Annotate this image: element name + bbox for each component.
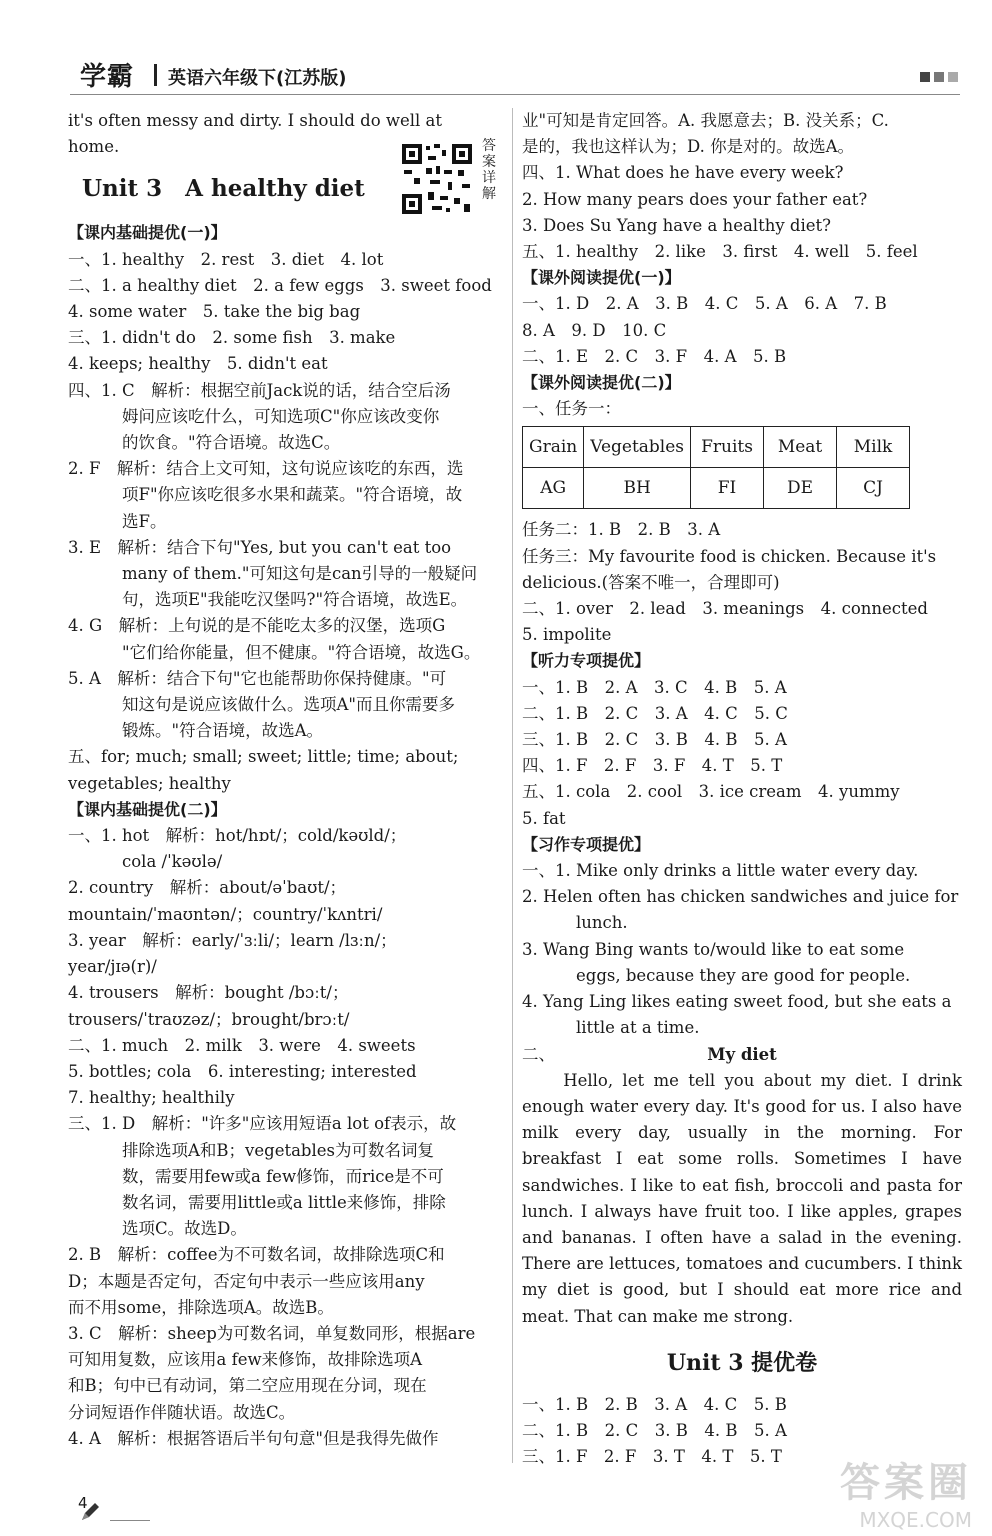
- answer-line: 排除选项A和B；vegetables为可数名词复: [122, 1140, 434, 1160]
- section-heading: 【习作专项提优】: [522, 834, 651, 854]
- answer-line: eggs, because they are good for people.: [576, 965, 911, 985]
- table-header-cell: Vegetables: [584, 427, 691, 468]
- answer-line: lunch.: [576, 913, 628, 933]
- answer-line: mountain/ˈmaʊntən/；country/ˈkʌntri/: [68, 904, 383, 924]
- table-cell: AG: [523, 468, 584, 509]
- answer-line: 的饮食。"符合语境。故选C。: [122, 433, 341, 453]
- qr-code-icon[interactable]: [400, 142, 474, 216]
- answer-line: 一、1. hot 解析：hot/hɒt/；cold/kəʊld/；: [68, 826, 407, 846]
- table-header-cell: Grain: [523, 427, 584, 468]
- answer-line: 7. healthy; healthily: [68, 1088, 235, 1108]
- answer-line: 三、1. didn't do 2. some fish 3. make: [68, 328, 396, 348]
- answer-line: 句，选项E"我能吃汉堡吗?"符合语境，故选E。: [122, 590, 468, 610]
- answer-line: 2. How many pears does your father eat?: [522, 189, 868, 209]
- table-cell: DE: [764, 468, 837, 509]
- answer-line: many of them."可知这句是can引导的一般疑问: [122, 564, 478, 584]
- answer-line: 数，需要用few或a few修饰，而rice是不可: [122, 1166, 444, 1186]
- answer-line: 一、1. B 2. A 3. C 4. B 5. A: [522, 677, 787, 697]
- answer-line: 姆问应该吃什么，可知选项C"你应该改变你: [122, 406, 440, 426]
- column-divider: [512, 108, 513, 1463]
- essay-body: Hello, let me tell you about my diet. I drink enough water every day. It's good for us. I also have milk every day, usually in the morning. For breakfast I eat some rolls. Sometimes I have sandwiches. I like to eat fish, broccoli and pasta for lunch. I always have fruit too. I like apples, grapes and bananas. I often have a salad in the evening. There are lettuces, tomatoes and cucumbers. I think my diet is good, but I should eat more rice and meat. That can make me strong.: [522, 1070, 962, 1326]
- answer-line: 二、1. B 2. C 3. A 4. C 5. C: [522, 703, 788, 723]
- answer-line: 三、1. D 解析："许多"应该用短语a lot of表示，故: [68, 1114, 457, 1134]
- answer-line: 是的，我也这样认为；D. 你是对的。故选A。: [522, 137, 855, 157]
- answer-line: 4. some water 5. take the big bag: [68, 302, 361, 322]
- answer-line: 4. keeps; healthy 5. didn't eat: [68, 354, 328, 374]
- answer-line: 五、for; much; small; sweet; little; time; about;: [68, 747, 459, 767]
- answer-line: 3. E 解析：结合下句"Yes, but you can't eat too: [68, 537, 452, 557]
- answer-line: 一、1. healthy 2. rest 3. diet 4. lot: [68, 249, 384, 269]
- answer-line: 4. A 解析：根据答语后半句句意"但是我得先做作: [68, 1428, 439, 1448]
- answer-line: 5. fat: [522, 808, 566, 828]
- table-cell: FI: [691, 468, 764, 509]
- watermark-url: MXQE.COM: [859, 1508, 972, 1532]
- answer-line: 一、1. Mike only drinks a little water every day.: [522, 861, 919, 881]
- section-heading: 【听力专项提优】: [522, 651, 651, 671]
- answer-line: 而不用some，排除选项A。故选B。: [68, 1297, 334, 1317]
- section-heading: 【课内基础提优(二)】: [68, 799, 227, 819]
- answer-line: 4. trousers 解析：bought /bɔːt/；: [68, 983, 349, 1003]
- essay-label: 二、: [522, 1044, 555, 1064]
- left-column: [68, 108, 498, 1452]
- header-separator: [154, 64, 157, 86]
- answer-line: 4. G 解析：上句说的是不能吃太多的汉堡，选项G: [68, 616, 446, 636]
- answer-line: 三、1. F 2. F 3. T 4. T 5. T: [522, 1447, 782, 1467]
- answer-line: 二、1. a healthy diet 2. a few eggs 3. sweet food: [68, 275, 492, 295]
- answer-line: 一、任务一：: [522, 399, 621, 419]
- answer-line: 四、1. F 2. F 3. F 4. T 5. T: [522, 756, 783, 776]
- answer-line: vegetables; healthy: [68, 773, 231, 793]
- answer-line: 二、1. over 2. lead 3. meanings 4. connected: [522, 599, 928, 619]
- page-header: [70, 52, 960, 102]
- answer-line: 2. F 解析：结合上文可知，这句说应该吃的东西，选: [68, 459, 464, 479]
- table-header-cell: Milk: [837, 427, 910, 468]
- answer-line: 三、1. B 2. C 3. B 4. B 5. A: [522, 730, 787, 750]
- answer-line: trousers/ˈtraʊzəz/；brought/brɔːt/: [68, 1009, 350, 1029]
- answer-line: 5. bottles; cola 6. interesting; interested: [68, 1061, 417, 1081]
- answer-line: 选项C。故选D。: [122, 1219, 247, 1239]
- answer-line: 2. Helen often has chicken sandwiches and juice for: [522, 887, 959, 907]
- continued-text: it's often messy and dirty. I should do well at home.: [68, 111, 448, 157]
- qr-caption: 答案详解: [482, 138, 496, 202]
- answer-line: year/jɪə(r)/: [68, 957, 157, 977]
- section-heading: 【课外阅读提优(一)】: [522, 268, 681, 288]
- answer-line: 项F"你应该吃很多水果和蔬菜。"符合语境，故: [122, 485, 463, 505]
- answer-line: 2. B 解析：coffee为不可数名词，故排除选项C和: [68, 1245, 445, 1265]
- answer-line: 数名词，需要用little或a little来修饰，排除: [122, 1192, 446, 1212]
- answer-line: 任务三：My favourite food is chicken. Because it's: [522, 546, 937, 566]
- answer-line: 5. A 解析：结合下句"它也能帮助你保持健康。"可: [68, 668, 447, 688]
- answer-line: 二、1. B 2. C 3. B 4. B 5. A: [522, 1420, 787, 1440]
- footer-rule: [110, 1520, 150, 1521]
- answer-line: 四、1. C 解析：根据空前Jack说的话，结合空后汤: [68, 380, 451, 400]
- header-squares-icon: [920, 72, 958, 82]
- answer-line: 4. Yang Ling likes eating sweet food, but she eats a: [522, 992, 952, 1012]
- book-subject-title: 英语六年级下(江苏版): [168, 68, 347, 89]
- unit-title: Unit 3 A healthy diet: [82, 175, 365, 203]
- table-cell: CJ: [837, 468, 910, 509]
- answer-line: D；本题是否定句，否定句中表示一些应该用any: [68, 1271, 425, 1291]
- answer-line: 五、1. cola 2. cool 3. ice cream 4. yummy: [522, 782, 900, 802]
- answer-line: "它们给你能量，但不健康。"符合语境，故选G。: [122, 642, 481, 662]
- answer-line: 选F。: [122, 511, 167, 531]
- watermark-logo: [840, 1451, 972, 1532]
- answer-line: 8. A 9. D 10. C: [522, 320, 667, 340]
- answer-line: 3. year 解析：early/ˈɜːli/；learn /lɜːn/；: [68, 930, 397, 950]
- answer-line: 任务二：1. B 2. B 3. A: [522, 520, 721, 540]
- answer-line: 可知用复数，应该用a few来修饰，故排除选项A: [68, 1350, 422, 1370]
- table-cell: BH: [584, 468, 691, 509]
- task-answer-table: [522, 426, 910, 509]
- answer-line: 四、1. What does he have every week?: [522, 163, 844, 183]
- answer-line: 3. Wang Bing wants to/would like to eat some: [522, 939, 905, 959]
- answer-line: 和B；句中已有动词，第二空应用现在分词，现在: [68, 1376, 427, 1396]
- answer-line: 业"可知是肯定回答。A. 我愿意去；B. 没关系；C.: [522, 111, 889, 130]
- answer-line: 5. impolite: [522, 625, 612, 645]
- right-column: [522, 108, 962, 1470]
- unit-test-title: Unit 3 提优卷: [666, 1349, 818, 1376]
- answer-line: 3. Does Su Yang have a healthy diet?: [522, 215, 831, 235]
- answer-line: 五、1. healthy 2. like 3. first 4. well 5. feel: [522, 242, 918, 262]
- watermark-text: 答案圈: [840, 1460, 972, 1506]
- answer-line: 锻炼。"符合语境，故选A。: [122, 721, 324, 741]
- table-header-cell: Meat: [764, 427, 837, 468]
- answer-line: 一、1. D 2. A 3. B 4. C 5. A 6. A 7. B: [522, 294, 887, 314]
- page-number: 4: [78, 1494, 88, 1512]
- answer-line: cola /ˈkəʊlə/: [122, 852, 223, 872]
- answer-line: 二、1. much 2. milk 3. were 4. sweets: [68, 1035, 416, 1055]
- answer-line: delicious.(答案不唯一，合理即可): [522, 572, 780, 592]
- answer-line: 分词短语作伴随状语。故选C。: [68, 1402, 296, 1422]
- table-header-cell: Fruits: [691, 427, 764, 468]
- answer-line: 知这句是说应该做什么。选项A"而且你需要多: [122, 695, 456, 715]
- answer-line: 二、1. E 2. C 3. F 4. A 5. B: [522, 346, 787, 366]
- answer-line: 2. country 解析：about/əˈbaʊt/；: [68, 878, 347, 898]
- answer-line: 一、1. B 2. B 3. A 4. C 5. B: [522, 1394, 787, 1414]
- section-heading: 【课内基础提优(一)】: [68, 223, 227, 243]
- essay-title: My diet: [707, 1044, 777, 1064]
- brand-logo: 学霸: [80, 62, 135, 92]
- answer-line: 3. C 解析：sheep为可数名词，单复数同形，根据are: [68, 1323, 476, 1343]
- section-heading: 【课外阅读提优(二)】: [522, 373, 681, 393]
- header-rule: [70, 94, 960, 95]
- answer-line: little at a time.: [576, 1018, 700, 1038]
